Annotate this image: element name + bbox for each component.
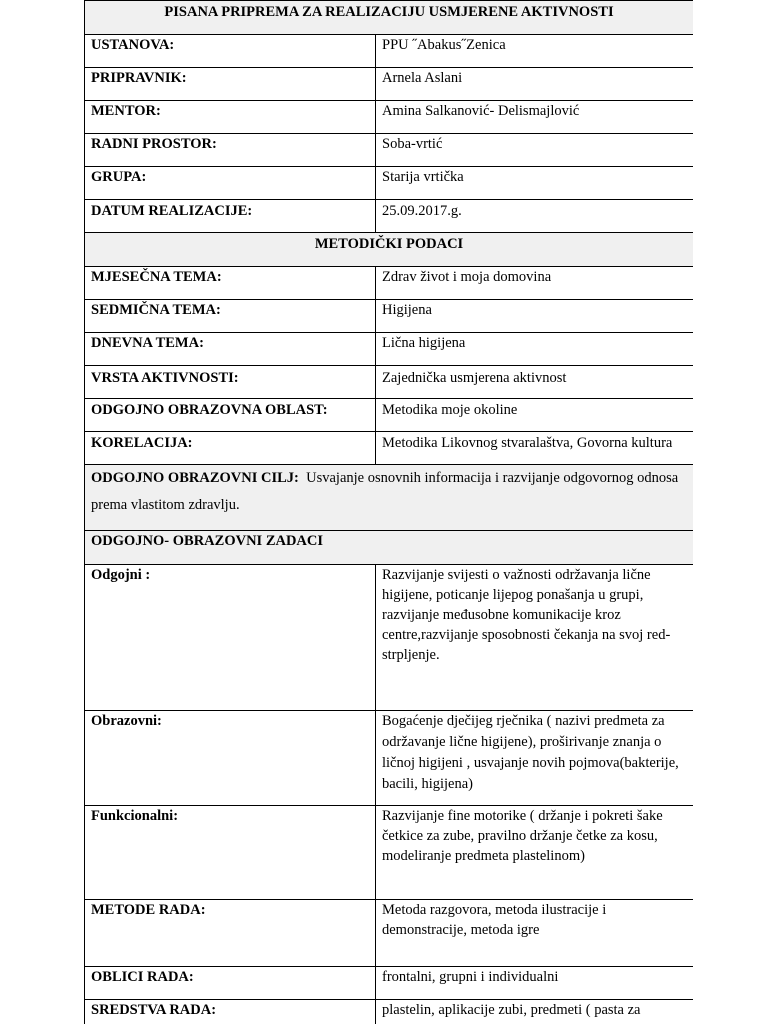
document-title: PISANA PRIPREMA ZA REALIZACIJU USMJERENE AKTIVNOSTI	[85, 1, 694, 35]
task-label-obrazovni: Obrazovni:	[85, 711, 376, 806]
methodic-row	[85, 399, 694, 432]
field-label-obrazovna-oblast: ODGOJNO OBRAZOVNA OBLAST:	[85, 399, 376, 432]
field-value-korelacija: Metodika Likovnog stvaralaštva, Govorna kultura	[376, 432, 694, 465]
field-label-datum: DATUM REALIZACIJE:	[85, 200, 376, 233]
field-label-ustanova: USTANOVA:	[85, 35, 376, 68]
lesson-plan-table	[84, 0, 693, 1024]
methods-value: Metoda razgovora, metoda ilustracije i demonstracije, metoda igre	[376, 900, 694, 967]
task-label-odgojni: Odgojni :	[85, 565, 376, 711]
general-row	[85, 200, 694, 233]
lesson-plan-sheet	[84, 0, 693, 1024]
tasks-header-row	[85, 531, 694, 565]
forms-label: OBLICI RADA:	[85, 967, 376, 1000]
general-row	[85, 167, 694, 200]
field-value-grupa: Starija vrtička	[376, 167, 694, 200]
methods-label: METODE RADA:	[85, 900, 376, 967]
resources-label: SREDSTVA RADA:	[85, 1000, 376, 1024]
methodic-header: METODIČKI PODACI	[85, 233, 694, 267]
field-value-pripravnik: Arnela Aslani	[376, 68, 694, 101]
general-row	[85, 35, 694, 68]
task-value-funkcionalni: Razvijanje fine motorike ( držanje i pokreti šake četkice za zube, pravilno držanje četke za kosu, modeliranje predmeta plastelinom)	[376, 806, 694, 900]
field-value-dnevna-tema: Lična higijena	[376, 333, 694, 366]
methodic-row	[85, 366, 694, 399]
field-label-dnevna-tema: DNEVNA TEMA:	[85, 333, 376, 366]
task-row-obrazovni	[85, 711, 694, 806]
methodic-row	[85, 267, 694, 300]
field-value-vrsta-aktivnosti: Zajednička usmjerena aktivnost	[376, 366, 694, 399]
tasks-header: ODGOJNO- OBRAZOVNI ZADACI	[85, 531, 694, 565]
field-label-pripravnik: PRIPRAVNIK:	[85, 68, 376, 101]
methodic-row	[85, 300, 694, 333]
field-label-vrsta-aktivnosti: VRSTA AKTIVNOSTI:	[85, 366, 376, 399]
title-row	[85, 1, 694, 35]
forms-row	[85, 967, 694, 1000]
task-value-odgojni: Razvijanje svijesti o važnosti održavanja lične higijene, poticanje lijepog ponašanja u grupi, razvijanje međusobne komunikacije kroz centre,razvijanje sposobnosti čekanja na svoj red-strpljenje.	[376, 565, 694, 711]
goal-cell	[85, 465, 694, 531]
task-row-odgojni	[85, 565, 694, 711]
task-row-funkcionalni	[85, 806, 694, 900]
field-value-sedmicna-tema: Higijena	[376, 300, 694, 333]
field-label-korelacija: KORELACIJA:	[85, 432, 376, 465]
goal-row	[85, 465, 694, 531]
task-label-funkcionalni: Funkcionalni:	[85, 806, 376, 900]
field-value-datum: 25.09.2017.g.	[376, 200, 694, 233]
field-label-radni-prostor: RADNI PROSTOR:	[85, 134, 376, 167]
resources-value: plastelin, aplikacije zubi, predmeti ( pasta za	[376, 1000, 694, 1024]
general-row	[85, 134, 694, 167]
field-value-mjesecna-tema: Zdrav život i moja domovina	[376, 267, 694, 300]
task-value-obrazovni: Bogaćenje dječijeg rječnika ( nazivi predmeta za održavanje lične higijene), proširivanje znanja o ličnoj higijeni , usvajanje novih pojmova(bakterije, bacili, higijena)	[376, 711, 694, 806]
methodic-row	[85, 333, 694, 366]
field-label-mjesecna-tema: MJESEČNA TEMA:	[85, 267, 376, 300]
general-row	[85, 68, 694, 101]
field-value-obrazovna-oblast: Metodika moje okoline	[376, 399, 694, 432]
methodic-header-row	[85, 233, 694, 267]
field-label-grupa: GRUPA:	[85, 167, 376, 200]
general-row	[85, 101, 694, 134]
goal-text: Usvajanje osnovnih informacija i razvijanje odgovornog odnosa prema vlastitom zdravlju.	[91, 470, 679, 513]
field-label-mentor: MENTOR:	[85, 101, 376, 134]
field-value-mentor: Amina Salkanović- Delismajlović	[376, 101, 694, 134]
field-value-radni-prostor: Soba-vrtić	[376, 134, 694, 167]
goal-label: ODGOJNO OBRAZOVNI CILJ:	[91, 470, 299, 486]
field-value-ustanova: PPU ˝Abakus˝Zenica	[376, 35, 694, 68]
forms-value: frontalni, grupni i individualni	[376, 967, 694, 1000]
field-label-sedmicna-tema: SEDMIČNA TEMA:	[85, 300, 376, 333]
methodic-row	[85, 432, 694, 465]
methods-row	[85, 900, 694, 967]
resources-row	[85, 1000, 694, 1024]
